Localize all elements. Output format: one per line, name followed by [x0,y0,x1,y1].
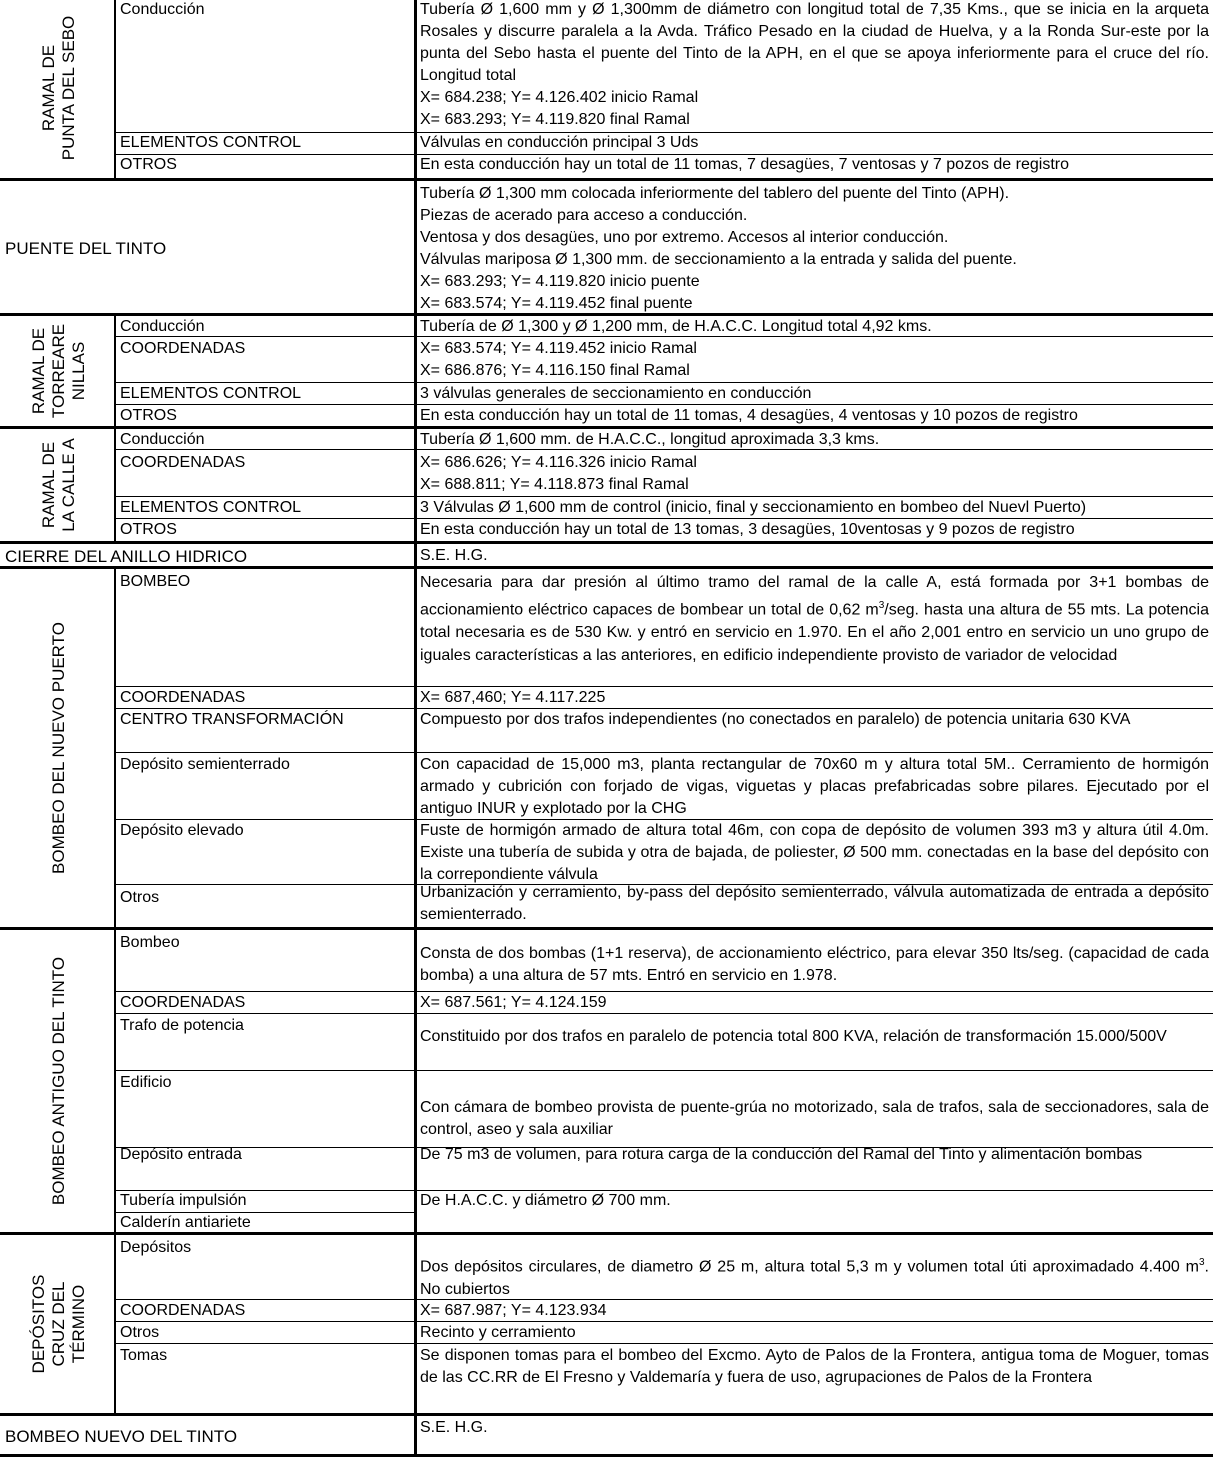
row-text: De H.A.C.C. y diámetro Ø 700 mm. [420,1192,671,1209]
row-text: S.E. H.G. [420,1419,488,1436]
row-label: Edificio [120,1074,172,1091]
section-title: RAMAL DE LA CALLE A [39,438,78,532]
row-text: Con cámara de bombeo provista de puente-grúa no motorizado, sala de trafos, sala de seccionadores, sala de control, aseo y sala auxiliar [420,1099,1209,1138]
row-label: Otros [120,889,160,906]
row-text: En esta conducción hay un total de 11 tomas, 4 desagües, 4 ventosas y 10 pozos de registro [420,407,1078,424]
row-text: En esta conducción hay un total de 13 tomas, 3 desagües, 10ventosas y 9 pozos de registro [420,521,1075,538]
row-text: Urbanización y cerramiento, by-pass del depósito semienterrado, válvula automatizada de entrada a depósito semienterrado. [420,884,1209,923]
section-title: PUENTE DEL TINTO [5,239,167,258]
row-label: OTROS [120,156,177,173]
section-nuevo-puerto [0,566,1213,927]
row-text: Tubería de Ø 1,300 y Ø 1,200 mm, de H.A.C.C. Longitud total 4,92 kms. [420,318,932,335]
row-text: Recinto y cerramiento [420,1324,576,1341]
section-title: CIERRE DEL ANILLO HIDRICO [5,547,248,566]
section-title: RAMAL DE PUNTA DEL SEBO [39,15,78,160]
section-nuevo-tinto [0,1413,1213,1457]
row-text: Válvulas en conducción principal 3 Uds [420,134,699,151]
row-label: ELEMENTOS CONTROL [120,499,302,516]
row-label: COORDENADAS [120,340,246,357]
row-text: X= 683.574; Y= 4.119.452 inicio Ramal X= 686.876; Y= 4.116.150 final Ramal [420,340,697,379]
row-text: Fuste de hormigón armado de altura total 46m, con copa de depósito de volumen 393 m3 y altura útil 4.0m. Existe una tubería de subida y otra de bajada, de poliester, Ø 500 mm. conectadas en la base del depósito con la correpondiente válvula [420,822,1209,883]
row-label: Tubería impulsión [120,1192,247,1209]
row-label: COORDENADAS [120,994,246,1011]
row-label: COORDENADAS [120,1302,246,1319]
row-text: En esta conducción hay un total de 11 tomas, 7 desagües, 7 ventosas y 7 pozos de registro [420,156,1069,173]
row-text: Tubería Ø 1,300 mm colocada inferiormente del tablero del puente del Tinto (APH). Piezas de acerado para acceso a conducción. Ventosa y dos desagües, uno por extremo. Accesos al interior conducción. Válvulas mariposa Ø 1,300 mm. de seccionamiento a la entrada y salida del puente. X= 683.293; Y= 4.119.820 inicio puente X= 683.574; Y= 4.119.452 final puente [420,185,1017,312]
row-label: Depósito entrada [120,1146,242,1163]
row-text: S.E. H.G. [420,547,488,564]
row-label: Tomas [120,1347,168,1364]
row-label: CENTRO TRANSFORMACIÓN [120,711,344,728]
row-label: Calderín antiariete [120,1214,251,1231]
section-cierre [0,541,1213,566]
row-text: Se disponen tomas para el bombeo del Excmo. Ayto de Palos de la Frontera, antigua toma de Moguer, tomas de las CC.RR de El Fresno y Valdemaría y fuera de uso, agrupaciones de Palos de la Frontera [420,1347,1209,1386]
row-text: X= 686.626; Y= 4.116.326 inicio Ramal X= 688.811; Y= 4.118.873 final Ramal [420,454,697,493]
section-cruz-termino [0,1232,1213,1413]
row-label: Otros [120,1324,160,1341]
row-label: ELEMENTOS CONTROL [120,385,302,402]
row-text: Compuesto por dos trafos independientes (no conectados en paralelo) de potencia unitaria 630 KVA [420,711,1131,728]
row-text: X= 687.987; Y= 4.123.934 [420,1302,607,1319]
row-text: 3 válvulas generales de seccionamiento en conducción [420,385,812,402]
row-label: Conducción [120,431,205,448]
section-torrearenillas [0,313,1213,426]
section-antiguo-tinto [0,927,1213,1232]
row-text: Tubería Ø 1,600 mm. de H.A.C.C., longitud aproximada 3,3 kms. [420,431,880,448]
row-text: X= 687,460; Y= 4.117.225 [420,689,606,706]
row-text: Dos depósitos circulares, de diametro Ø 25 m, altura total 5,3 m y volumen total úti aproximadado 4.400 $m^3$. No cubiertos [420,1257,1209,1299]
row-label: COORDENADAS [120,689,246,706]
row-label: BOMBEO [120,573,191,590]
row-label: Conducción [120,1,205,18]
section-title: BOMBEO DEL NUEVO PUERTO [49,622,68,874]
row-text: 3 Válvulas Ø 1,600 mm de control (inicio, final y seccionamiento en bombeo del Nuevl Puerto) [420,499,1087,516]
row-label: COORDENADAS [120,454,246,471]
row-label: Conducción [120,318,205,335]
section-calle-a [0,426,1213,541]
row-text: Consta de dos bombas (1+1 reserva), de accionamiento eléctrico, para elevar 350 lts/seg. (capacidad de cada bomba) a una altura de 57 mts. Entró en servicio en 1.978. [420,945,1209,984]
row-label: Trafo de potencia [120,1017,244,1034]
row-label: Depósito semienterrado [120,756,290,773]
row-text: Con capacidad de 15,000 m3, planta rectangular de 70x60 m y altura total 5M.. Cerramiento de hormigón armado y cubrición con forjado de vigas, viguetas y placas prefabricadas sobre pilares. Ejecutado por el antiguo INUR y explotado por la CHG [420,756,1209,817]
row-label: Bombeo [120,934,180,951]
row-text: Constituido por dos trafos en paralelo de potencia total 800 KVA, relación de transformación 15.000/500V [420,1028,1167,1045]
row-label: Depósito elevado [120,822,244,839]
row-label: Depósitos [120,1239,192,1256]
row-text: Tubería Ø 1,600 mm y Ø 1,300mm de diámetro con longitud total de 7,35 Kms., que se inicia en la arqueta Rosales y discurre paralela a la Avda. Tráfico Pesado en la ciudad de Huelva, y a la Ronda Sur-este por la punta del Sebo hasta el puente del Tinto de la APH, en el que se apoya inferiormente para el cruce del río. Longitud total X= 684.238; Y= 4.126.402 inicio Ramal X= 683.293; Y= 4.119.820 final Ramal [420,1,1209,128]
section-title: DEPÓSITOS CRUZ DEL TÉRMINO [29,1274,88,1374]
row-text: Necesaria para dar presión al último tramo del ramal de la calle A, está formada por 3+1 bombas de accionamiento eléctrico capaces de bombear un total de 0,62 $m^3$/seg. hasta una altura de 55 mts. La potencia total necesaria es de 530 Kw. y entró en servicio en 1.970. En el año 2,001 entro en servicio un uno grupo de iguales características a las anteriores, en edificio independiente provisto de variador de velocidad [420,574,1209,665]
row-label: OTROS [120,521,177,538]
section-punta-sebo [0,0,1213,178]
section-title: BOMBEO ANTIGUO DEL TINTO [49,956,68,1206]
section-title: BOMBEO NUEVO DEL TINTO [5,1427,238,1446]
section-title: RAMAL DE TORREARE NILLAS [29,323,88,419]
row-label: ELEMENTOS CONTROL [120,134,302,151]
row-text: De 75 m3 de volumen, para rotura carga de la conducción del Ramal del Tinto y alimentación bombas [420,1146,1143,1163]
section-puente-tinto [0,178,1213,313]
row-text: X= 687.561; Y= 4.124.159 [420,994,607,1011]
row-label: OTROS [120,407,177,424]
